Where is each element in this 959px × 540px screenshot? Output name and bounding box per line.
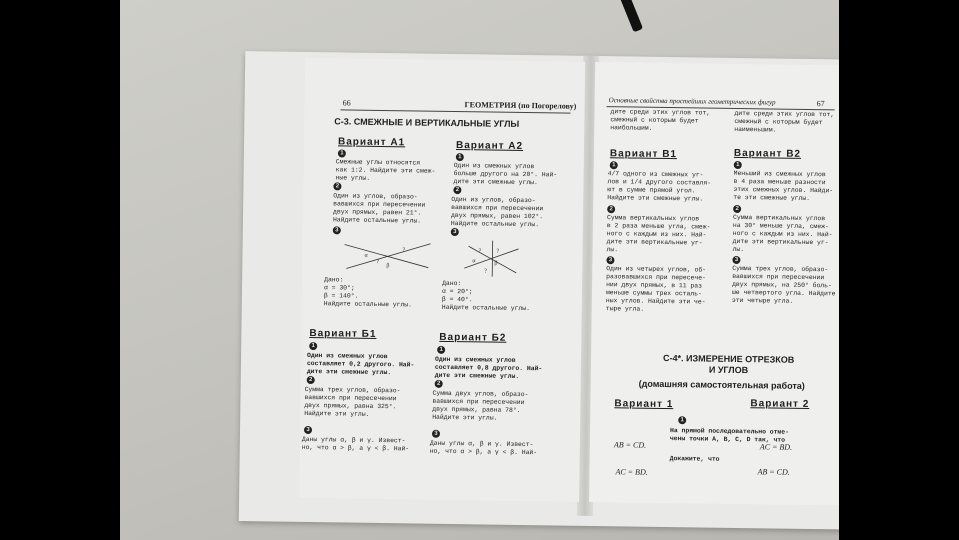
a2-angle-figure	[462, 238, 523, 279]
v1-task3: Один из четырех углов, об- разовавшихся при пересече- нии двух прямых, в 11 раз меньше суммы трех осталь- ных углов. Найдите эти че- тыре угла.	[605, 265, 707, 313]
task-number-1e: 1	[610, 161, 618, 169]
b2-task1: Один из смежных углов составляет 0,8 другого. Най- дите эти смежные углы.	[434, 355, 543, 380]
left-page-header: ГЕОМЕТРИЯ (по Погорелову)	[464, 100, 577, 111]
v2-task1: Меньший из смежных углов в 4 раза меньше разности этих смежных углов. Найди- те эти смежные углы.	[733, 169, 834, 202]
b2-task3: Даны углы α, β и γ. Извест- но, что α > β, а γ < β. Най-	[429, 439, 538, 457]
a2-alpha-label: α	[472, 258, 476, 265]
a2-q3-label: ?	[484, 268, 487, 275]
task-number-1f: 1	[734, 161, 742, 169]
task-number-2d: 2	[435, 380, 443, 388]
variant-a2-title: Вариант А2	[455, 140, 524, 152]
v2-task3: Сумма трех углов, образо- вавшихся при пересечении двух прямых, на 250° боль- ше четвертого угла. Найдите эти четыре угла.	[731, 264, 836, 305]
b1-task3: Даны углы α, β и γ. Извест- но, что α > β, а γ < β. Най-	[301, 435, 410, 453]
a1-task2: Один из углов, образо- вавшихся при пересечении двух прямых, равен 21°. Найдите остальные углы.	[332, 192, 426, 225]
task-number-2b: 2	[453, 186, 461, 194]
task-number-3b: 3	[451, 228, 459, 236]
pen-object	[619, 0, 643, 32]
a1-angle-figure	[342, 236, 432, 273]
top-left-continuation: дите среди этих углов тот, смежный с которым будет наибольшим.	[610, 108, 711, 132]
right-page-number: 67	[816, 99, 825, 109]
task-number-1: 1	[338, 149, 346, 157]
a1-q2-label: ?	[376, 258, 380, 265]
a2-given: Дано: α = 20°; β = 40°. Найдите остальные углы.	[441, 279, 531, 313]
v1-task1: 4/7 одного из смежных уг- лов и 1/4 другого составля- ют в сумме прямой угол. Найдите эти смежные углы.	[607, 170, 712, 203]
a1-task1: Смежные углы относятся как 1:2. Найдите эти смеж- ные углы.	[335, 158, 436, 182]
section2-title: С-4*. ИЗМЕРЕНИЕ ОТРЕЗКОВ И УГЛОВ	[663, 352, 795, 376]
variant-b1-title: Вариант Б1	[309, 328, 377, 340]
task-number-2: 2	[333, 182, 341, 190]
a2-q1-label: ?	[478, 248, 482, 255]
eq-right-2: AB = CD.	[757, 467, 790, 477]
section2-subtitle: (домашняя самостоятельная работа)	[638, 378, 805, 391]
a2-beta-label: β	[494, 260, 498, 267]
task-number-3f: 3	[732, 256, 740, 264]
b1-task2: Сумма трех углов, образо- вавшихся при пересечении двух прямых, равна 325°. Найдите эти углы.	[304, 385, 401, 418]
v2-task2: Сумма вертикальных углов на 30° меньше угла, смеж- ного с каждым из них. Най- дите эти вертикальные уг- лы.	[732, 213, 833, 254]
eq-left-2: AC = BD.	[615, 467, 648, 477]
task-number-3: 3	[333, 226, 341, 234]
prove-text: Докажите, что	[669, 455, 720, 463]
task-number-1b: 1	[456, 153, 464, 161]
section-title: С-3. СМЕЖНЫЕ И ВЕРТИКАЛЬНЫЕ УГЛЫ	[334, 116, 520, 129]
v1-task2: Сумма вертикальных углов в 2 раза меньше угла, смеж- ного с каждым из них. Най- дите эти вертикальные уг- лы.	[606, 214, 711, 254]
shared-task: На прямой последовательно отме- чены точки A, B, C, D так, что	[669, 427, 789, 444]
a1-beta-label: β	[386, 263, 390, 270]
task-number-2f: 2	[733, 205, 741, 213]
top-right-continuation: дите среди этих углов тот, смежный с которым будет наименьшим.	[734, 109, 835, 134]
right-page	[589, 62, 839, 506]
task-number-1d: 1	[437, 346, 445, 354]
variant-v2-title: Вариант В2	[733, 147, 802, 160]
left-page	[299, 58, 585, 502]
photo-background	[120, 0, 839, 540]
variant-2-title: Вариант 2	[750, 398, 810, 411]
a2-task2: Один из углов, образо- вавшихся при пересечении двух прямых, равен 102°. Найдите остальные углы.	[450, 195, 544, 229]
a1-alpha-label: α	[364, 252, 368, 259]
task-number-3e: 3	[606, 256, 614, 264]
task-number-2e: 2	[607, 205, 615, 213]
b2-task2: Сумма двух углов, образо- вавшихся при пересечении двух прямых, равна 78°. Найдите эти углы.	[432, 389, 529, 422]
task-number-3c: 3	[304, 426, 312, 434]
variant-v1-title: Вариант В1	[609, 148, 678, 161]
a2-q2-label: ?	[496, 248, 500, 255]
variant-b2-title: Вариант Б2	[439, 331, 507, 344]
variant-a1-title: Вариант А1	[337, 136, 406, 149]
right-page-header: Основные свойства простейших геометрических фигур	[608, 96, 776, 107]
b1-task1: Один из смежных углов составляет 0,2 другого. Най- дите эти смежные углы.	[306, 351, 415, 377]
left-page-number: 66	[342, 98, 351, 108]
task-number-1g: 1	[678, 416, 686, 424]
task-number-1c: 1	[309, 342, 317, 350]
task-number-3d: 3	[432, 430, 440, 438]
a1-q1-label: ?	[402, 247, 406, 254]
task-number-2c: 2	[307, 376, 315, 384]
open-book	[239, 51, 839, 531]
variant-1-title: Вариант 1	[614, 398, 674, 411]
eq-right-1: AC = BD.	[759, 442, 793, 452]
a1-given: Дано: α = 30°; β = 140°. Найдите остальные углы.	[323, 276, 413, 309]
a2-task1: Один из смежных углов больше другого на 20°. Най- дите эти смежные углы.	[453, 162, 558, 187]
eq-left-1: AB = CD.	[613, 440, 647, 450]
